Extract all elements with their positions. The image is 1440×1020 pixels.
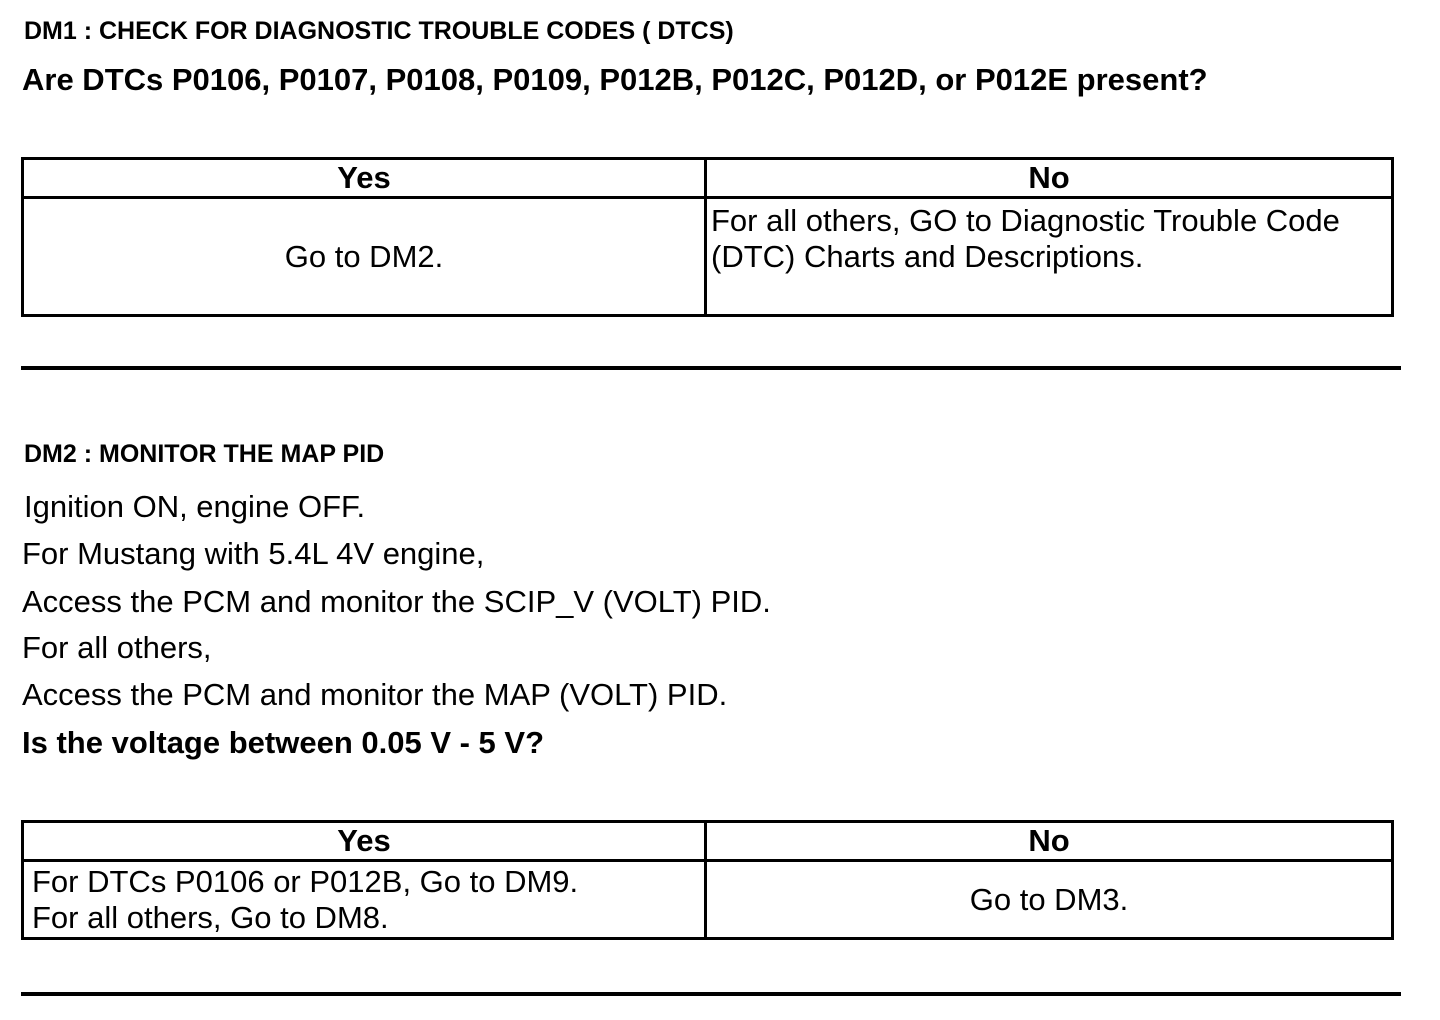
no-action-line: For all others, GO to Diagnostic Trouble Code	[711, 203, 1340, 238]
no-header: No	[706, 159, 1393, 198]
dm2-decision-table	[21, 820, 1394, 940]
no-header: No	[706, 822, 1393, 861]
no-action-line: (DTC) Charts and Descriptions.	[711, 239, 1144, 274]
no-action: Go to DM3.	[969, 881, 1129, 917]
instruction-line: For all others,	[22, 630, 212, 665]
section-divider	[21, 366, 1401, 370]
table-row	[23, 198, 1393, 316]
table-header-row	[23, 822, 1393, 861]
instruction-line: Ignition ON, engine OFF.	[24, 489, 366, 524]
yes-header: Yes	[23, 159, 706, 198]
yes-header: Yes	[23, 822, 706, 861]
section-divider	[21, 992, 1401, 996]
table-header-row	[23, 159, 1393, 198]
yes-cell	[23, 861, 706, 939]
dm1-question: Are DTCs P0106, P0107, P0108, P0109, P012B, P012C, P012D, or P012E present?	[22, 62, 1208, 97]
dm2-step-title: DM2 : MONITOR THE MAP PID	[24, 440, 385, 468]
yes-action-line: For DTCs P0106 or P012B, Go to DM9.	[32, 863, 579, 899]
table-row	[23, 861, 1393, 939]
no-cell	[706, 861, 1393, 939]
dm2-question: Is the voltage between 0.05 V - 5 V?	[22, 725, 545, 760]
yes-action-line: For all others, Go to DM8.	[32, 899, 389, 935]
no-cell	[706, 198, 1393, 316]
instruction-line: Access the PCM and monitor the SCIP_V (VOLT) PID.	[22, 584, 771, 619]
dm1-decision-table	[21, 157, 1394, 317]
yes-cell	[23, 198, 706, 316]
yes-action: Go to DM2.	[284, 238, 444, 274]
instruction-line: Access the PCM and monitor the MAP (VOLT) PID.	[22, 677, 728, 712]
dm1-step-title: DM1 : CHECK FOR DIAGNOSTIC TROUBLE CODES ( DTCS)	[24, 17, 734, 45]
instruction-line: For Mustang with 5.4L 4V engine,	[22, 536, 485, 571]
